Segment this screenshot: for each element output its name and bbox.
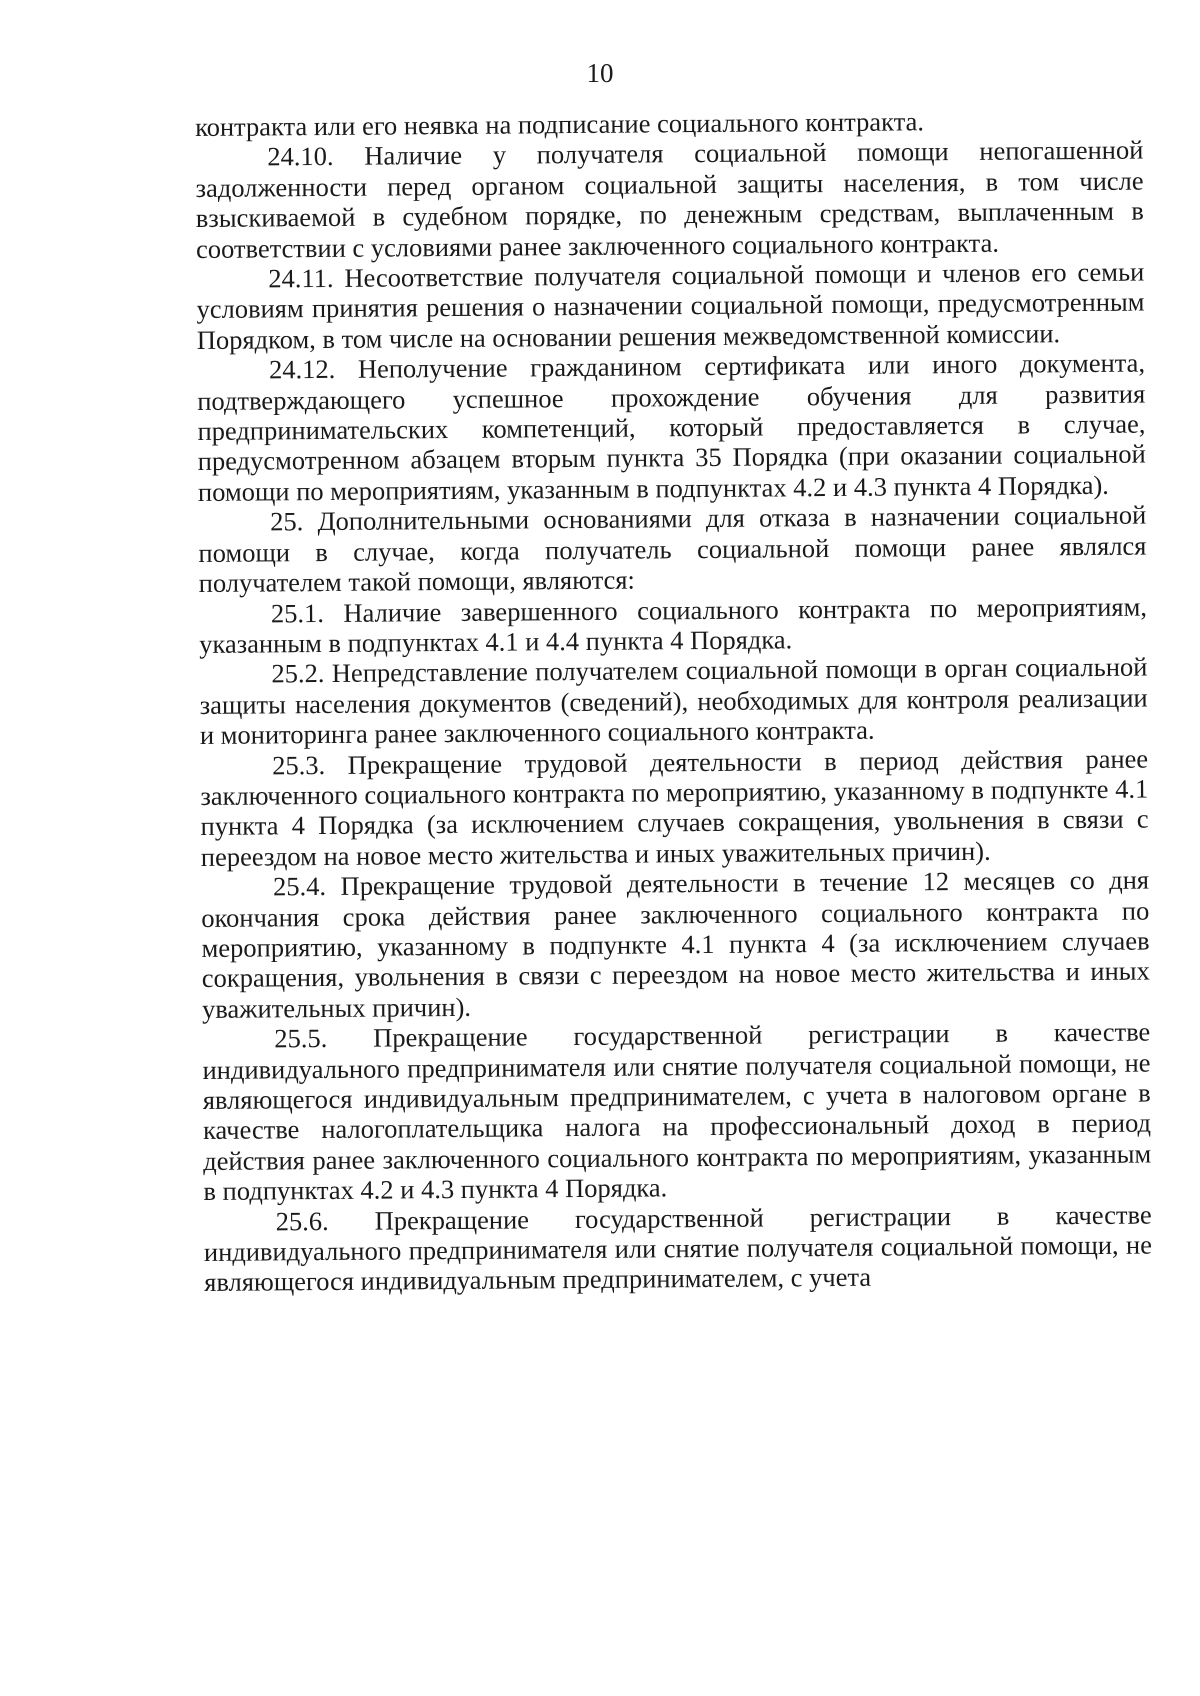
paragraph-25-1: 25.1. Наличие завершенного социального контракта по мероприятиям, указанным в подпунктах 4.1 и 4.4 пункта 4 Порядка. [199, 591, 1148, 659]
paragraph-continuation: контракта или его неявка на подписание социального контракта. [195, 106, 925, 142]
page-number: 10 [586, 58, 614, 88]
paragraph-25-4: 25.4. Прекращение трудовой деятельности в течение 12 месяцев со дня окончания срока действия ранее заключенного социального контракта по мероприятию, указанному в подпункте 4.1 пункта 4 (за исключением случаев сокращения, увольнения в связи с переездом на новое место жительства и иных уважительных причин). [201, 864, 1150, 1024]
paragraph-24-11: 24.11. Несоответствие получателя социальной помощи и членов его семьи условиям принятия решения о назначении социальной помощи, предусмотренным Порядком, в том числе на основании решения межведомственной комиссии. [196, 256, 1145, 355]
paragraph-25-3: 25.3. Прекращение трудовой деятельности в период действия ранее заключенного социального контракта по мероприятию, указанному в подпункте 4.1 пункта 4 Порядка (за исключением случаев сокращения, увольнения в связи с переездом на новое место жительства и иных уважительных причин). [200, 743, 1149, 872]
paragraph-25: 25. Дополнительными основаниями для отказа в назначении социальной помощи в случае, когда получатель социальной помощи ранее являлся получателем такой помощи, являются: [198, 499, 1147, 599]
paragraph-24-12: 24.12. Неполучение гражданином сертификата или иного документа, подтверждающего успешное прохождение обучения для развития предпринимательских компетенций, который предоставляется в случае, предусмотренном абзацем вторым пункта 35 Порядка (при оказании социальной помощи по мероприятиям, указанным в подпунктах 4.2 и 4.3 пункта 4 Порядка). [197, 347, 1146, 507]
paragraph-25-2: 25.2. Непредставление получателем социальной помощи в орган социальной защиты населения документов (сведений), необходимых для контроля реализации и мониторинга ранее заключенного социального контракта. [199, 651, 1148, 751]
paragraph-25-5: 25.5. Прекращение государственной регистрации в качестве индивидуального предпринимателя или снятие получателя социальной помощи, не являющегося индивидуальным предпринимателем, с учета в налоговом органе в качестве налогоплательщика налога на профессиональный доход в период действия ранее заключенного социального контракта по мероприятиям, указанным в подпунктах 4.2 и 4.3 пункта 4 Порядка. [202, 1016, 1152, 1207]
document-body [195, 105, 1152, 1298]
paragraph-25-6: 25.6. Прекращение государственной регистрации в качестве индивидуального предпринимателя или снятие получателя социальной помощи, не являющегося индивидуальным предпринимателем, с учета [203, 1199, 1153, 1298]
paragraph-24-10: 24.10. Наличие у получателя социальной помощи непогашенной задолженности перед органом социальной защиты населения, в том числе взыскиваемой в судебном порядке, по денежным средствам, выплаченным в соответствии с условиями ранее заключенного социального контракта. [195, 134, 1144, 264]
